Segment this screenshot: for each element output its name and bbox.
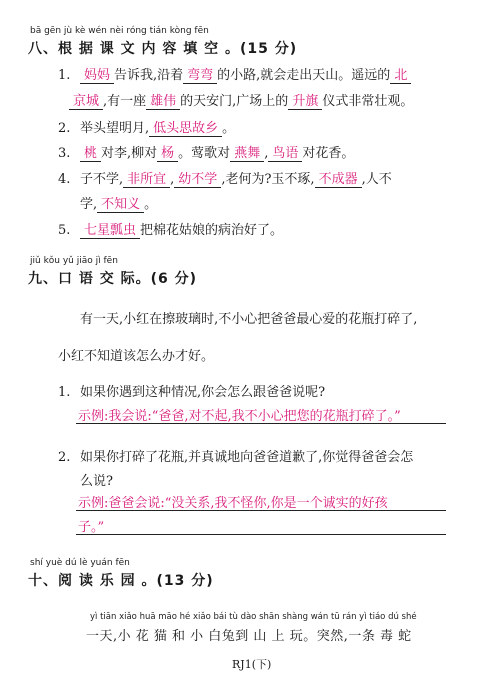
- section9-paragraph-line2: 小红不知道该怎么办才好。: [58, 349, 215, 364]
- text: 仪式非常壮观。: [322, 94, 414, 109]
- reading-text: 一天,小 花 猫 和 小 白兔到 山 上 玩。突然,一条 毒 蛇: [86, 629, 412, 644]
- answer: 鸟语: [268, 146, 302, 162]
- section9-paragraph-line1: 有一天,小红在擦玻璃时,不小心把爸爸最心爱的花瓶打碎了,: [80, 312, 418, 327]
- page-footer: RJ1(下): [232, 658, 272, 671]
- text: 。莺歌对: [178, 146, 231, 161]
- text: 。: [222, 121, 236, 136]
- text: 的小路,就会走出天山。遥远的: [217, 68, 391, 83]
- section8-pinyin: bā gēn jù kè wén nèi róng tián kòng fēn: [30, 26, 209, 36]
- text: 。: [144, 197, 158, 212]
- answer: 不知义: [97, 197, 144, 213]
- answer: 桃: [80, 146, 101, 162]
- text: 把棉花姑娘的病治好了。: [140, 223, 284, 238]
- section9-pinyin: jiǔ kǒu yǔ jiāo jì fēn: [30, 256, 118, 266]
- section10-pinyin: shí yuè dú lè yuán fēn: [30, 558, 130, 568]
- answer: 升旗: [288, 94, 322, 110]
- section9-title: 九、口 语 交 际。(6 分): [28, 271, 198, 287]
- section10-title: 十、阅 读 乐 园 。(13 分): [28, 573, 214, 589]
- text: ,: [170, 172, 175, 187]
- answer: 七星瓢虫: [80, 223, 140, 239]
- answer: 雄伟: [146, 94, 180, 110]
- answer-9-2-line2: 子。”: [78, 520, 105, 535]
- text: 举头望明月,: [80, 121, 150, 136]
- question-8-1-line2: [69, 90, 413, 109]
- answer-9-1: 示例:我会说:“爸爸,对不起,我不小心把您的花瓶打碎了。”: [78, 409, 401, 424]
- text: 子不学,: [80, 172, 124, 187]
- question-text: 如果你打碎了花瓶,并真诚地向爸爸道歉了,你觉得爸爸会怎: [80, 450, 414, 465]
- reading-pinyin: yì tiān xiǎo huā māo hé xiǎo bái tù dào shān shàng wán tū rán yì tiáo dú shé: [90, 612, 417, 622]
- question-8-1-line1: [58, 64, 411, 83]
- question-number: 2.: [58, 450, 71, 465]
- question-8-5: [58, 219, 283, 238]
- question-number: 1.: [58, 68, 71, 83]
- text: 对李,柳对: [101, 146, 158, 161]
- text: 对花香。: [302, 146, 355, 161]
- answer: 弯弯: [183, 68, 217, 84]
- answer: 低头思故乡: [149, 121, 222, 137]
- text: ,人不: [361, 172, 392, 187]
- answer: 北: [390, 68, 411, 84]
- answer: 幼不学: [174, 172, 221, 188]
- question-number: 5.: [58, 223, 71, 238]
- question-8-4-line1: [58, 168, 392, 187]
- answer: 非所宜: [123, 172, 170, 188]
- text: ,有一座: [103, 94, 147, 109]
- answer: 杨: [157, 146, 178, 162]
- answer-underline: [76, 510, 446, 511]
- question-8-3: [58, 142, 354, 161]
- question-number: 3.: [58, 146, 71, 161]
- question-9-2-line1: [58, 446, 413, 465]
- answer-9-2-line1: 示例:爸爸会说:“没关系,我不怪你,你是一个诚实的好孩: [78, 496, 388, 511]
- text: 学,: [80, 197, 98, 212]
- answer-underline: [76, 423, 446, 424]
- text: ,老何为?玉不琢,: [221, 172, 315, 187]
- question-8-4-line2: [80, 193, 157, 212]
- text: 告诉我,沿着: [114, 68, 184, 83]
- question-8-2: [58, 117, 235, 136]
- text: ,: [264, 146, 269, 161]
- answer: 京城: [69, 94, 103, 110]
- answer: 不成器: [315, 172, 362, 188]
- question-9-2-line2: 么说?: [80, 474, 113, 489]
- section8-title: 八、根 据 课 文 内 容 填 空 。(15 分): [28, 41, 298, 57]
- question-number: 2.: [58, 121, 71, 136]
- text: 的天安门,广场上的: [180, 94, 289, 109]
- answer-underline: [76, 534, 446, 535]
- question-text: 如果你遇到这种情况,你会怎么跟爸爸说呢?: [80, 385, 326, 400]
- answer: 燕舞: [230, 146, 264, 162]
- question-9-1: [58, 381, 325, 400]
- answer: 妈妈: [80, 68, 114, 84]
- question-number: 1.: [58, 385, 71, 400]
- question-number: 4.: [58, 172, 71, 187]
